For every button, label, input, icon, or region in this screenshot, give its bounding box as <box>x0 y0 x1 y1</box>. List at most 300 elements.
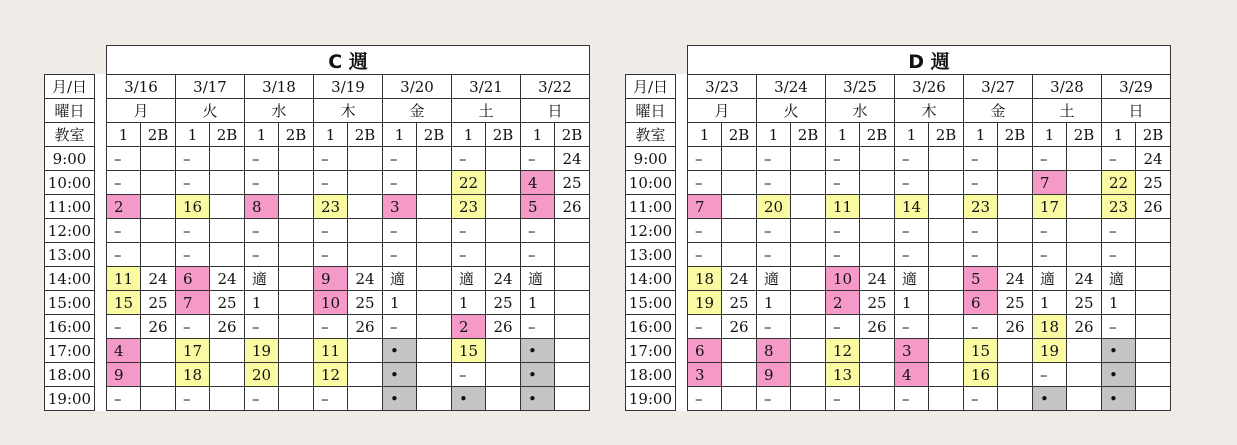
schedule-cell <box>348 363 383 387</box>
schedule-cell <box>279 387 314 411</box>
schedule-cell <box>417 219 452 243</box>
schedule-cell <box>141 339 176 363</box>
schedule-cell <box>722 243 757 267</box>
schedule-cell: • <box>521 339 555 363</box>
schedule-cell: – <box>107 171 141 195</box>
schedule-cell <box>791 195 826 219</box>
schedule-cell <box>141 243 176 267</box>
schedule-cell: 25 <box>141 291 176 315</box>
schedule-cell: 5 <box>964 267 998 291</box>
spacer <box>95 315 107 339</box>
schedule-cell: 10 <box>826 267 860 291</box>
room-header: 1 <box>895 123 929 147</box>
schedule-cell: – <box>245 315 279 339</box>
schedule-cell <box>929 195 964 219</box>
schedule-cell: 24 <box>998 267 1033 291</box>
spacer <box>95 291 107 315</box>
schedule-cell: 25 <box>1067 291 1102 315</box>
schedule-cell <box>860 339 895 363</box>
schedule-cell: 1 <box>383 291 417 315</box>
schedule-cell: 13 <box>826 363 860 387</box>
schedule-cell: – <box>1033 363 1067 387</box>
schedule-cell: – <box>176 219 210 243</box>
room-header: 1 <box>521 123 555 147</box>
schedule-cell <box>1067 363 1102 387</box>
schedule-cell <box>722 195 757 219</box>
schedule-cell <box>348 171 383 195</box>
date-header: 3/25 <box>826 75 895 99</box>
schedule-cell: 適 <box>1102 267 1136 291</box>
weekday-header: 火 <box>757 99 826 123</box>
date-header: 3/29 <box>1102 75 1171 99</box>
weekday-header: 木 <box>314 99 383 123</box>
schedule-cell <box>998 387 1033 411</box>
schedule-cell: 17 <box>1033 195 1067 219</box>
schedule-cell: – <box>895 243 929 267</box>
schedule-cell <box>417 195 452 219</box>
schedule-cell: 24 <box>1067 267 1102 291</box>
schedule-cell <box>791 339 826 363</box>
schedule-cell <box>1136 243 1171 267</box>
schedule-cell <box>1136 315 1171 339</box>
schedule-cell: – <box>107 243 141 267</box>
schedule-cell: – <box>826 243 860 267</box>
date-header: 3/23 <box>688 75 757 99</box>
schedule-cell <box>486 147 521 171</box>
schedule-cell <box>210 171 245 195</box>
schedule-cell <box>1067 147 1102 171</box>
schedule-cell <box>279 147 314 171</box>
schedule-cell <box>417 387 452 411</box>
schedule-cell <box>486 363 521 387</box>
schedule-cell <box>860 147 895 171</box>
spacer <box>95 195 107 219</box>
spacer <box>676 387 688 411</box>
spacer <box>676 75 688 99</box>
room-header: 1 <box>314 123 348 147</box>
room-header: 1 <box>688 123 722 147</box>
schedule-cell: 1 <box>521 291 555 315</box>
schedule-cell: – <box>757 219 791 243</box>
schedule-cell: 14 <box>895 195 929 219</box>
weekday-header: 日 <box>1102 99 1171 123</box>
schedule-cell: 25 <box>860 291 895 315</box>
schedule-cell <box>722 219 757 243</box>
schedule-cell: 25 <box>348 291 383 315</box>
schedule-cell: 23 <box>314 195 348 219</box>
schedule-cell: – <box>1033 219 1067 243</box>
schedule-cell: – <box>964 147 998 171</box>
spacer <box>95 387 107 411</box>
spacer <box>676 339 688 363</box>
room-header: 2B <box>279 123 314 147</box>
spacer <box>95 363 107 387</box>
schedule-cell: – <box>383 147 417 171</box>
date-label: 月/日 <box>45 75 95 99</box>
schedule-cell: 24 <box>1136 147 1171 171</box>
schedule-cell <box>141 219 176 243</box>
schedule-cell: – <box>314 387 348 411</box>
weekday-header: 月 <box>107 99 176 123</box>
schedule-cell: – <box>757 387 791 411</box>
schedule-cell <box>417 243 452 267</box>
schedule-cell: – <box>895 147 929 171</box>
schedule-cell <box>348 387 383 411</box>
schedule-cell <box>279 219 314 243</box>
time-label: 10:00 <box>45 171 95 195</box>
room-header: 2B <box>722 123 757 147</box>
schedule-cell: – <box>895 315 929 339</box>
schedule-cell: 24 <box>722 267 757 291</box>
schedule-cell: 16 <box>964 363 998 387</box>
spacer <box>95 147 107 171</box>
schedule-cell: 24 <box>860 267 895 291</box>
schedule-cell: • <box>1102 363 1136 387</box>
schedule-cell: 25 <box>998 291 1033 315</box>
schedule-cell: – <box>107 219 141 243</box>
schedule-cell <box>348 339 383 363</box>
schedule-cell <box>279 267 314 291</box>
date-header: 3/22 <box>521 75 590 99</box>
schedule-cell <box>555 315 590 339</box>
room-header: 2B <box>486 123 521 147</box>
schedule-cell <box>348 195 383 219</box>
schedule-cell: 26 <box>555 195 590 219</box>
week-c-table <box>44 74 590 411</box>
schedule-cell: 適 <box>521 267 555 291</box>
time-label: 17:00 <box>45 339 95 363</box>
schedule-cell: 2 <box>452 315 486 339</box>
schedule-cell: 25 <box>722 291 757 315</box>
room-header: 1 <box>757 123 791 147</box>
schedule-cell: 4 <box>895 363 929 387</box>
schedule-cell <box>1067 219 1102 243</box>
time-label: 16:00 <box>626 315 676 339</box>
schedule-cell: – <box>452 243 486 267</box>
schedule-cell: – <box>314 147 348 171</box>
schedule-cell <box>791 147 826 171</box>
schedule-cell: 8 <box>245 195 279 219</box>
schedule-cell <box>929 339 964 363</box>
schedule-cell: 10 <box>314 291 348 315</box>
schedule-cell <box>348 219 383 243</box>
schedule-cell: 24 <box>555 147 590 171</box>
schedule-cell: 1 <box>757 291 791 315</box>
schedule-cell: 26 <box>998 315 1033 339</box>
date-header: 3/17 <box>176 75 245 99</box>
room-label: 教室 <box>45 123 95 147</box>
schedule-cell: – <box>1102 243 1136 267</box>
weekday-header: 金 <box>383 99 452 123</box>
schedule-cell <box>791 267 826 291</box>
schedule-cell <box>929 147 964 171</box>
schedule-cell: – <box>107 315 141 339</box>
schedule-cell <box>860 195 895 219</box>
schedule-cell: 15 <box>964 339 998 363</box>
schedule-cell: – <box>176 387 210 411</box>
schedule-cell: – <box>964 171 998 195</box>
spacer <box>676 267 688 291</box>
schedule-cell: 19 <box>688 291 722 315</box>
spacer <box>676 123 688 147</box>
schedule-cell <box>929 267 964 291</box>
schedule-cell <box>279 363 314 387</box>
schedule-cell: – <box>1102 315 1136 339</box>
week-d-title: D 週 <box>687 45 1171 75</box>
schedule-cell: – <box>895 171 929 195</box>
schedule-cell <box>1067 171 1102 195</box>
schedule-cell: 26 <box>860 315 895 339</box>
schedule-cell: 23 <box>452 195 486 219</box>
schedule-cell <box>555 339 590 363</box>
time-label: 15:00 <box>45 291 95 315</box>
schedule-cell <box>141 171 176 195</box>
schedule-cell <box>555 267 590 291</box>
schedule-cell: 12 <box>314 363 348 387</box>
spacer <box>95 171 107 195</box>
room-header: 2B <box>998 123 1033 147</box>
schedule-cell: 1 <box>895 291 929 315</box>
spacer <box>95 75 107 99</box>
schedule-cell <box>722 147 757 171</box>
spacer <box>95 243 107 267</box>
schedule-cell: – <box>383 315 417 339</box>
schedule-cell: 22 <box>1102 171 1136 195</box>
schedule-cell: 3 <box>895 339 929 363</box>
schedule-cell <box>417 339 452 363</box>
schedule-cell: 1 <box>245 291 279 315</box>
schedule-cell <box>141 147 176 171</box>
schedule-cell: – <box>314 219 348 243</box>
schedule-cell <box>279 339 314 363</box>
time-label: 13:00 <box>45 243 95 267</box>
schedule-cell <box>791 363 826 387</box>
weekday-header: 月 <box>688 99 757 123</box>
schedule-cell <box>1067 243 1102 267</box>
weekday-header: 木 <box>895 99 964 123</box>
schedule-cell <box>1136 363 1171 387</box>
schedule-cell: – <box>245 243 279 267</box>
schedule-cell <box>929 291 964 315</box>
schedule-cell: – <box>314 171 348 195</box>
schedule-cell: • <box>1033 387 1067 411</box>
schedule-cell: 適 <box>245 267 279 291</box>
schedule-cell: 11 <box>826 195 860 219</box>
schedule-cell: • <box>383 339 417 363</box>
weekday-label: 曜日 <box>45 99 95 123</box>
schedule-cell: – <box>1033 147 1067 171</box>
room-label: 教室 <box>626 123 676 147</box>
schedule-cell <box>486 243 521 267</box>
schedule-cell <box>555 243 590 267</box>
time-label: 18:00 <box>626 363 676 387</box>
spacer <box>676 99 688 123</box>
schedule-cell: • <box>1102 387 1136 411</box>
schedule-cell: 適 <box>1033 267 1067 291</box>
time-label: 13:00 <box>626 243 676 267</box>
schedule-cell: – <box>964 315 998 339</box>
schedule-cell: 1 <box>1033 291 1067 315</box>
week-d-table <box>625 74 1171 411</box>
schedule-cell: 23 <box>964 195 998 219</box>
schedule-cell <box>791 387 826 411</box>
schedule-cell <box>791 171 826 195</box>
time-label: 18:00 <box>45 363 95 387</box>
schedule-cell <box>141 195 176 219</box>
schedule-cell: – <box>688 171 722 195</box>
schedule-cell: – <box>688 243 722 267</box>
schedule-cell <box>486 339 521 363</box>
schedule-cell: 7 <box>1033 171 1067 195</box>
weekday-header: 水 <box>245 99 314 123</box>
room-header: 2B <box>929 123 964 147</box>
schedule-cell <box>417 363 452 387</box>
schedule-cell <box>210 387 245 411</box>
schedule-cell: 24 <box>210 267 245 291</box>
time-label: 9:00 <box>45 147 95 171</box>
date-header: 3/26 <box>895 75 964 99</box>
room-header: 1 <box>383 123 417 147</box>
schedule-cell <box>722 171 757 195</box>
spacer <box>676 363 688 387</box>
schedule-cell: 適 <box>452 267 486 291</box>
schedule-cell: 20 <box>757 195 791 219</box>
schedule-cell: – <box>964 219 998 243</box>
schedule-cell: – <box>107 147 141 171</box>
schedule-cell <box>1067 387 1102 411</box>
schedule-cell: 16 <box>176 195 210 219</box>
schedule-cell <box>210 195 245 219</box>
schedule-cell <box>1136 339 1171 363</box>
schedule-cell: 24 <box>141 267 176 291</box>
schedule-cell: – <box>245 171 279 195</box>
schedule-cell: 適 <box>757 267 791 291</box>
time-label: 11:00 <box>626 195 676 219</box>
schedule-cell: 18 <box>176 363 210 387</box>
schedule-cell: • <box>1102 339 1136 363</box>
schedule-cell: – <box>757 315 791 339</box>
spacer <box>676 219 688 243</box>
schedule-cell <box>722 339 757 363</box>
schedule-cell <box>998 171 1033 195</box>
spacer <box>95 267 107 291</box>
schedule-cell: 24 <box>486 267 521 291</box>
schedule-cell: 12 <box>826 339 860 363</box>
time-label: 15:00 <box>626 291 676 315</box>
schedule-cell <box>141 363 176 387</box>
schedule-cell <box>210 147 245 171</box>
schedule-cell <box>279 243 314 267</box>
time-label: 16:00 <box>45 315 95 339</box>
schedule-cell <box>998 195 1033 219</box>
schedule-cell <box>1136 387 1171 411</box>
time-label: 14:00 <box>45 267 95 291</box>
schedule-cell <box>279 291 314 315</box>
weekday-label: 曜日 <box>626 99 676 123</box>
schedule-cell: – <box>757 171 791 195</box>
schedule-cell: 適 <box>895 267 929 291</box>
schedule-cell: • <box>452 387 486 411</box>
schedule-cell: 23 <box>1102 195 1136 219</box>
schedule-cell: 9 <box>107 363 141 387</box>
schedule-cell <box>791 219 826 243</box>
week-c-title: C 週 <box>106 45 590 75</box>
schedule-cell: 4 <box>107 339 141 363</box>
schedule-cell <box>141 387 176 411</box>
schedule-cell <box>929 387 964 411</box>
spacer <box>676 171 688 195</box>
schedule-cell: 18 <box>688 267 722 291</box>
date-header: 3/16 <box>107 75 176 99</box>
schedule-cell <box>486 387 521 411</box>
schedule-cell: – <box>176 315 210 339</box>
schedule-cell: – <box>521 315 555 339</box>
schedule-cell: 2 <box>107 195 141 219</box>
spacer <box>95 99 107 123</box>
room-header: 1 <box>107 123 141 147</box>
schedule-cell <box>929 243 964 267</box>
schedule-cell: 4 <box>521 171 555 195</box>
schedule-cell: 25 <box>555 171 590 195</box>
schedule-cell <box>998 339 1033 363</box>
schedule-cell: 2 <box>826 291 860 315</box>
schedule-cell: 6 <box>176 267 210 291</box>
schedule-cell: – <box>688 387 722 411</box>
spacer <box>676 315 688 339</box>
schedule-cell: – <box>383 171 417 195</box>
schedule-cell: 9 <box>757 363 791 387</box>
schedule-cell: – <box>245 219 279 243</box>
time-label: 9:00 <box>626 147 676 171</box>
spacer <box>95 219 107 243</box>
schedule-cell <box>210 243 245 267</box>
schedule-cell: – <box>826 315 860 339</box>
schedule-cell: 6 <box>964 291 998 315</box>
schedule-cell: – <box>383 219 417 243</box>
schedule-cell: – <box>826 171 860 195</box>
schedule-cell <box>860 243 895 267</box>
schedule-cell: – <box>314 315 348 339</box>
schedule-cell <box>555 219 590 243</box>
date-header: 3/21 <box>452 75 521 99</box>
schedule-cell: – <box>895 219 929 243</box>
schedule-cell <box>348 147 383 171</box>
schedule-cell <box>722 363 757 387</box>
weekday-header: 日 <box>521 99 590 123</box>
weekday-header: 水 <box>826 99 895 123</box>
schedule-cell: – <box>826 219 860 243</box>
schedule-cell <box>1067 339 1102 363</box>
schedule-cell: 25 <box>210 291 245 315</box>
schedule-cell <box>279 171 314 195</box>
room-header: 1 <box>1033 123 1067 147</box>
schedule-cell <box>279 195 314 219</box>
room-header: 2B <box>1136 123 1171 147</box>
schedule-cell: – <box>176 171 210 195</box>
room-header: 2B <box>348 123 383 147</box>
schedule-cell <box>1136 291 1171 315</box>
schedule-cell: – <box>245 147 279 171</box>
date-header: 3/27 <box>964 75 1033 99</box>
schedule-cell: – <box>1033 243 1067 267</box>
schedule-cell: – <box>757 147 791 171</box>
schedule-cell: – <box>383 243 417 267</box>
schedule-cell: 24 <box>348 267 383 291</box>
schedule-cell <box>860 219 895 243</box>
schedule-cell: 11 <box>314 339 348 363</box>
schedule-cell: 20 <box>245 363 279 387</box>
schedule-cell <box>417 315 452 339</box>
